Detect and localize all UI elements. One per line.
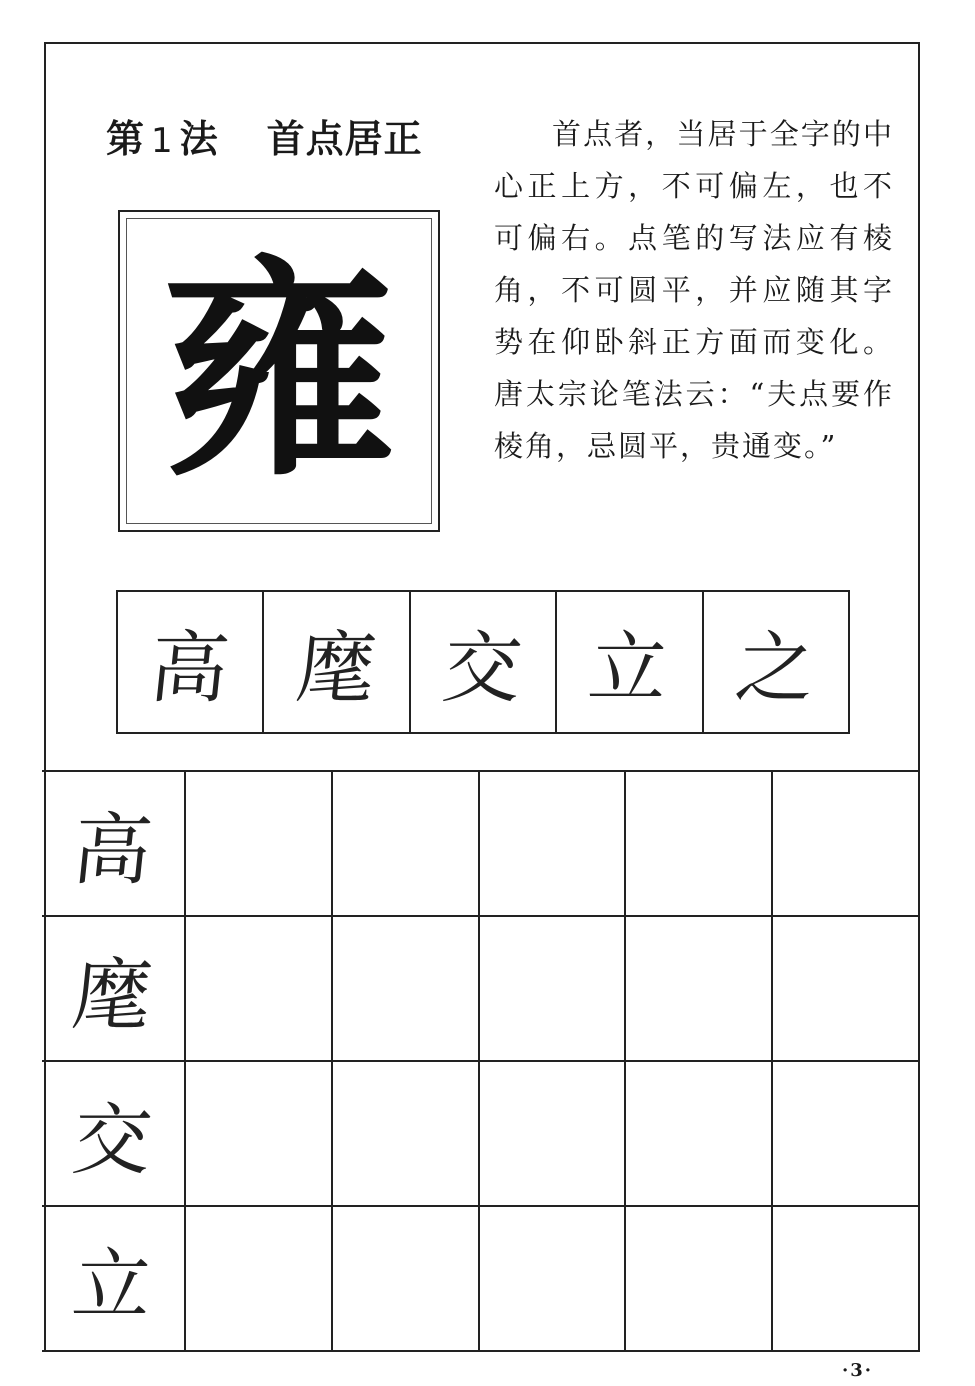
example-character-box bbox=[118, 210, 440, 532]
practice-blank-cell[interactable] bbox=[186, 1062, 333, 1207]
practice-blank-cell[interactable] bbox=[773, 1207, 920, 1352]
model-character-cell bbox=[411, 592, 557, 732]
practice-sample-cell bbox=[42, 1062, 186, 1207]
model-character-cell bbox=[704, 592, 848, 732]
practice-blank-cell[interactable] bbox=[333, 1207, 480, 1352]
model-character: 高 bbox=[145, 624, 234, 714]
practice-blank-cell[interactable] bbox=[626, 772, 773, 917]
practice-sample-cell bbox=[42, 1207, 186, 1352]
lesson-description: 首点者，当居于全字的中心正上方，不可偏左，也不可偏右。点笔的写法应有棱角，不可圆平，并应随其字势在仰卧斜正方面而变化。唐太宗论笔法云：“夫点要作棱角，忌圆平，贵通变。” bbox=[494, 117, 894, 463]
lesson-prefix: 第 bbox=[106, 117, 146, 161]
lesson-heading bbox=[106, 108, 423, 163]
lesson-title: 首点居正 bbox=[266, 117, 423, 161]
practice-grid bbox=[42, 770, 920, 1352]
practice-blank-cell[interactable] bbox=[480, 1062, 627, 1207]
practice-blank-cell[interactable] bbox=[773, 1062, 920, 1207]
example-character: 雍 bbox=[162, 234, 395, 507]
model-character: 立 bbox=[584, 624, 673, 714]
model-characters-row bbox=[116, 590, 850, 734]
page-number: ·3· bbox=[842, 1360, 874, 1381]
practice-blank-cell[interactable] bbox=[773, 772, 920, 917]
practice-sample-character: 高 bbox=[68, 805, 156, 896]
practice-sample-cell bbox=[42, 917, 186, 1062]
practice-sample-character: 交 bbox=[68, 1095, 156, 1186]
practice-blank-cell[interactable] bbox=[333, 917, 480, 1062]
practice-blank-cell[interactable] bbox=[333, 772, 480, 917]
model-character: 交 bbox=[438, 624, 527, 714]
practice-blank-cell[interactable] bbox=[186, 1207, 333, 1352]
model-character: 麾 bbox=[292, 624, 380, 714]
practice-blank-cell[interactable] bbox=[480, 1207, 627, 1352]
model-character-cell bbox=[118, 592, 264, 732]
practice-blank-cell[interactable] bbox=[626, 1062, 773, 1207]
lesson-number: 1 bbox=[151, 121, 174, 161]
practice-sample-character: 立 bbox=[68, 1240, 156, 1331]
practice-blank-cell[interactable] bbox=[186, 917, 333, 1062]
lesson-suffix: 法 bbox=[179, 117, 219, 161]
practice-blank-cell[interactable] bbox=[773, 917, 920, 1062]
model-character: 之 bbox=[731, 624, 819, 714]
practice-blank-cell[interactable] bbox=[626, 1207, 773, 1352]
practice-blank-cell[interactable] bbox=[186, 772, 333, 917]
practice-blank-cell[interactable] bbox=[480, 772, 627, 917]
practice-sample-character: 麾 bbox=[68, 950, 156, 1041]
practice-sample-cell bbox=[42, 772, 186, 917]
practice-blank-cell[interactable] bbox=[626, 917, 773, 1062]
practice-blank-cell[interactable] bbox=[333, 1062, 480, 1207]
model-character-cell bbox=[264, 592, 410, 732]
model-character-cell bbox=[557, 592, 703, 732]
practice-blank-cell[interactable] bbox=[480, 917, 627, 1062]
